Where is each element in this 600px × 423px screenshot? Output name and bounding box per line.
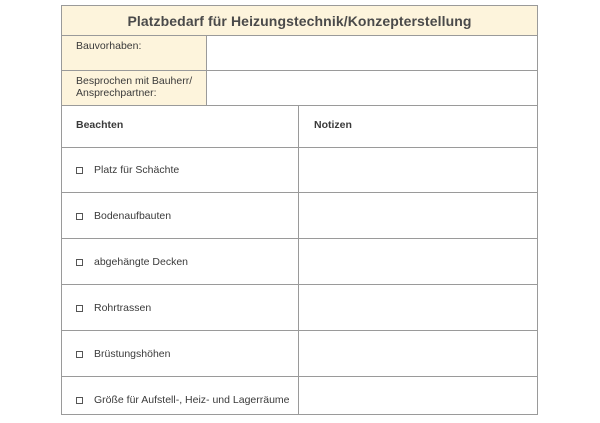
- note-cell[interactable]: [299, 147, 537, 192]
- checklist-item-label: Rohrtrassen: [94, 302, 152, 314]
- field-row-ansprechpartner: [62, 71, 537, 106]
- form-title: Platzbedarf für Heizungstechnik/Konzepterstellung: [62, 6, 537, 36]
- checklist-row: [62, 147, 537, 193]
- checklist-item-label: Bodenaufbauten: [94, 210, 172, 222]
- column-header-beachten: Beachten: [76, 119, 124, 131]
- checkbox[interactable]: [76, 351, 83, 358]
- field-value-bauvorhaben[interactable]: [207, 36, 537, 70]
- note-cell[interactable]: [299, 377, 537, 423]
- note-cell[interactable]: [299, 331, 537, 376]
- note-cell[interactable]: [299, 285, 537, 330]
- checkbox[interactable]: [76, 167, 83, 174]
- field-value-ansprechpartner[interactable]: [207, 71, 537, 105]
- checkbox[interactable]: [76, 259, 83, 266]
- checkbox[interactable]: [76, 213, 83, 220]
- field-label-line-2: Ansprechpartner:: [76, 87, 157, 99]
- checkbox[interactable]: [76, 305, 83, 312]
- checklist-item-label: Platz für Schächte: [94, 164, 180, 176]
- field-row-bauvorhaben: [62, 36, 537, 71]
- checklist-item-label: Brüstungshöhen: [94, 348, 171, 360]
- note-cell[interactable]: [299, 239, 537, 284]
- checklist-item-label: abgehängte Decken: [94, 256, 188, 268]
- checklist-item-label: Größe für Aufstell-, Heiz- und Lagerräume: [94, 394, 290, 406]
- checklist-row: [62, 239, 537, 285]
- column-header-row: [62, 106, 537, 148]
- checklist-row: [62, 193, 537, 239]
- checklist-row: [62, 331, 537, 377]
- note-cell[interactable]: [299, 193, 537, 238]
- checkbox[interactable]: [76, 397, 83, 404]
- column-header-notizen: Notizen: [314, 119, 352, 131]
- checklist-row: [62, 285, 537, 331]
- field-label-line-1: Besprochen mit Bauherr/: [76, 75, 193, 87]
- checklist-form: [61, 5, 538, 415]
- column-divider: [298, 106, 299, 415]
- field-label-ansprechpartner: [62, 71, 207, 105]
- checklist-row: [62, 377, 537, 423]
- field-label-bauvorhaben: Bauvorhaben:: [62, 36, 207, 70]
